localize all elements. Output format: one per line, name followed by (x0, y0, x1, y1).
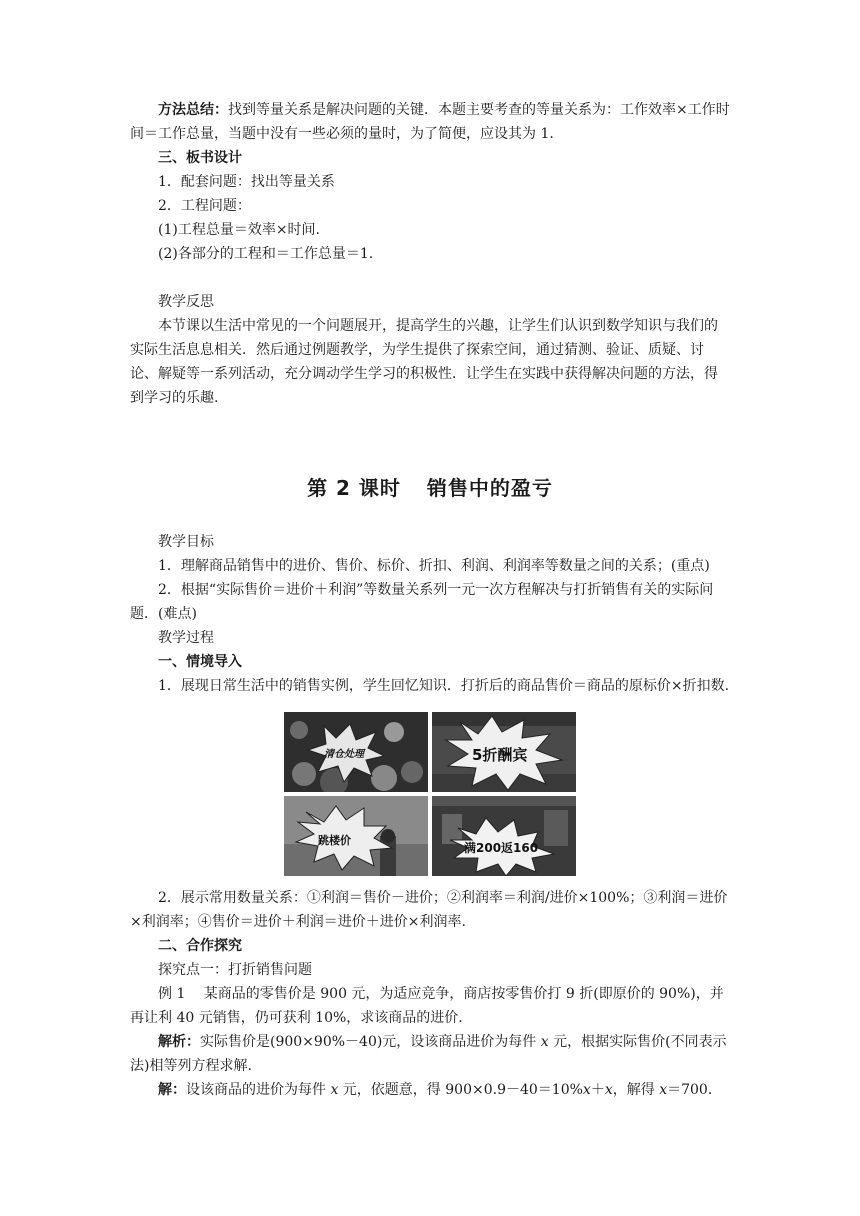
method-summary (130, 98, 730, 146)
sales-photo-grid (284, 712, 576, 876)
section-board-design: 三、板书设计 (158, 150, 242, 166)
variable-x: x (540, 1034, 549, 1050)
intro-item-2: 2．展示常用数量关系：①利润＝售价－进价；②利润率＝利润/进价×100%；③利润＝进价×利润率；④售价＝进价＋利润＝进价＋进价×利润率. (130, 890, 728, 930)
variable-x: x (604, 1082, 613, 1098)
solution-text-b: 元，依题意，得 900×0.9－40＝10% (338, 1082, 583, 1098)
lesson-title (130, 476, 730, 500)
section-intro: 一、情境导入 (158, 654, 242, 670)
label-clearance: 清仓处理 (324, 749, 364, 760)
goal-1: 1．理解商品销售中的进价、售价、标价、折扣、利润、利润率等数量之间的关系；(重点) (158, 558, 710, 574)
board-item-3: (1)工程总量＝效率×时间. (158, 222, 321, 238)
label-jump-price: 跳楼价 (318, 834, 351, 847)
label-cashback: 满200返160 (464, 841, 539, 855)
photo-jump-price (284, 796, 428, 876)
analysis-label: 解析： (158, 1034, 200, 1050)
solution-text-a: 设该商品的进价为每件 (186, 1082, 331, 1098)
shop-image (284, 796, 428, 876)
method-summary-text: 找到等量关系是解决问题的关键．本题主要考查的等量关系为：工作效率×工作时间＝工作总量，当题中没有一些必须的量时，为了简便，应设其为 1. (130, 102, 730, 142)
board-item-2: 2．工程问题： (158, 198, 251, 214)
goals-heading: 教学目标 (158, 534, 214, 550)
example-1: 例 1 某商品的零售价是 900 元，为适应竞争，商店按零售价打 9 折(即原价的 90%)，并再让利 40 元销售，仍可获利 10%，求该商品的进价. (130, 986, 724, 1026)
analysis-text-b: 元，根据实际售价(不同表示法)相等列方程求解. (130, 1034, 727, 1074)
board-item-4: (2)各部分的工程和＝工作总量＝1. (158, 246, 374, 262)
variable-x: x (659, 1082, 668, 1098)
document-page (130, 98, 730, 1102)
process-heading: 教学过程 (158, 630, 214, 646)
explore-point-1: 探究点一：打折销售问题 (158, 962, 312, 978)
reflection-heading: 教学反思 (158, 294, 214, 310)
reflection-text: 本节课以生活中常见的一个问题展开，提高学生的兴趣，让学生们认识到数学知识与我们的实际生活息息相关．然后通过例题教学，为学生提供了探索空间，通过猜测、验证、质疑、讨论、解疑等一系列活动，充分调动学生学习的积极性．让学生在实践中获得解决问题的方法，得到学习的乐趣. (130, 318, 718, 406)
intro-item-1: 1．展现日常生活中的销售实例，学生回忆知识．打折后的商品售价＝商品的原标价×折扣数. (158, 678, 730, 694)
label-half-off: 5折酬宾 (472, 746, 528, 764)
analysis-text-a: 实际售价是(900×90%－40)元，设该商品进价为每件 (200, 1034, 541, 1050)
analysis (130, 1030, 730, 1078)
solution-text-e: ＝700. (667, 1082, 713, 1098)
lesson-number: 第 2 课时 (307, 476, 401, 500)
method-summary-label: 方法总结： (158, 102, 228, 118)
solution (130, 1078, 730, 1102)
photo-half-off (432, 712, 576, 792)
board-item-1: 1．配套问题：找出等量关系 (158, 174, 335, 190)
solution-label: 解： (158, 1082, 186, 1098)
variable-x: x (330, 1082, 339, 1098)
goal-2: 2．根据“实际售价＝进价＋利润”等数量关系列一元一次方程解决与打折销售有关的实际问题．(难点) (130, 582, 714, 622)
variable-x: x (582, 1082, 591, 1098)
solution-text-c: ＋ (590, 1082, 605, 1098)
photo-clearance (284, 712, 428, 792)
lesson-name: 销售中的盈亏 (426, 476, 553, 500)
section-explore: 二、合作探究 (158, 938, 242, 954)
solution-text-d: ，解得 (612, 1082, 660, 1098)
photo-cashback (432, 796, 576, 876)
